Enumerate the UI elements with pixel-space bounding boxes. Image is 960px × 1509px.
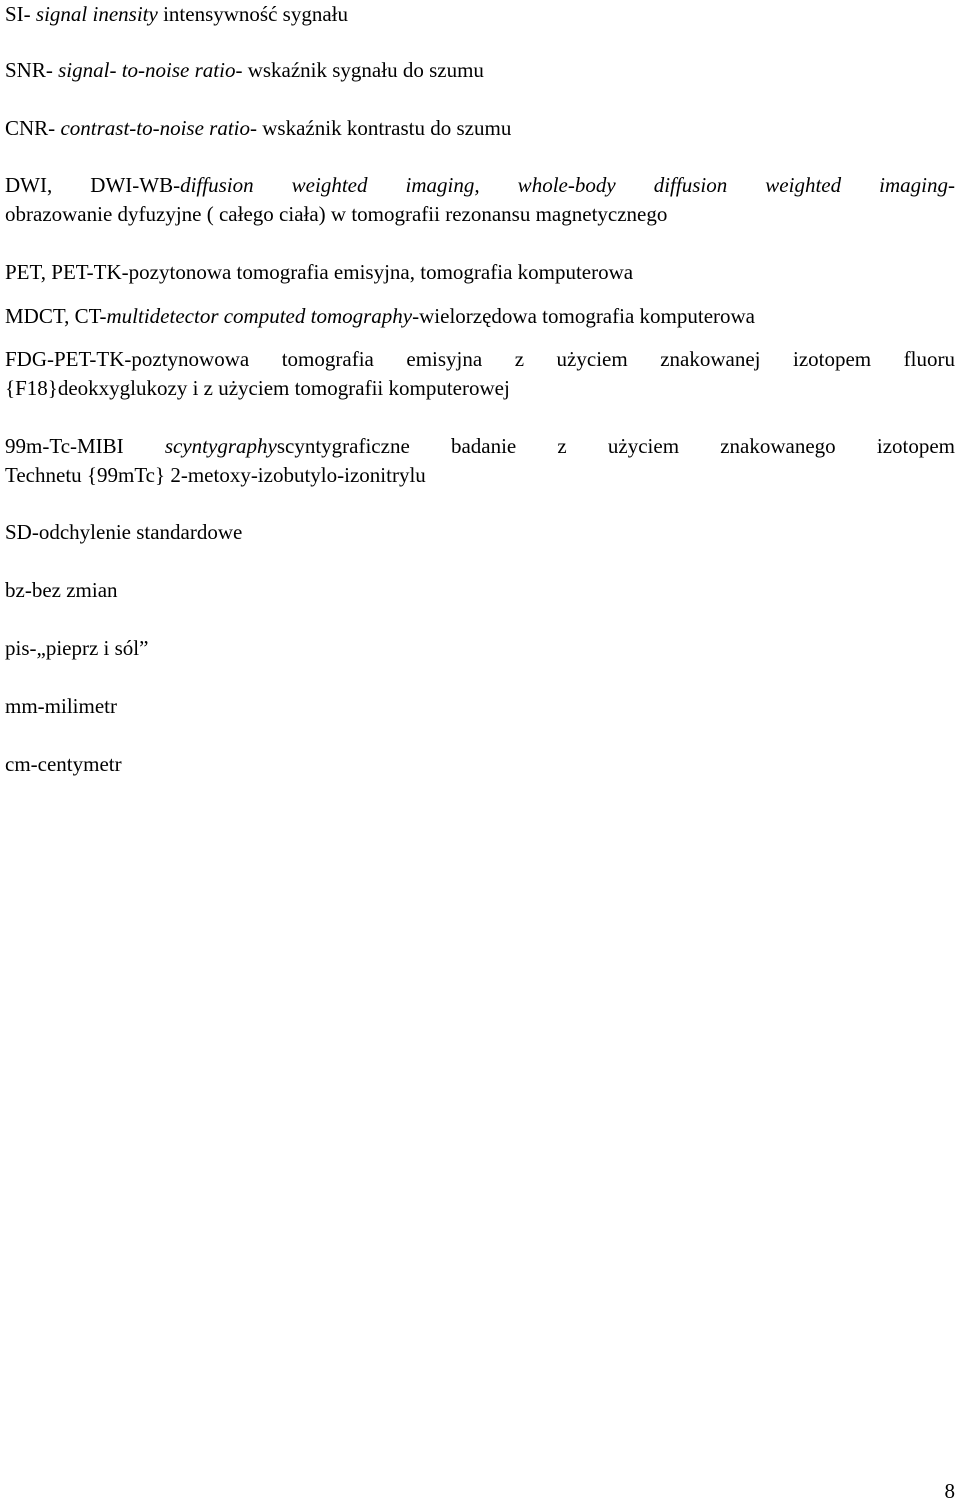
entry-sd [5, 518, 955, 547]
entry-cm [5, 750, 955, 779]
entry-fdg [5, 345, 955, 403]
term-pl-cnr: wskaźnik kontrastu do szumu [257, 116, 512, 140]
term-pl-si: intensywność sygnału [157, 2, 348, 26]
abbr-snr: SNR- [5, 58, 59, 82]
text-pis: pis-„pieprz i sól” [5, 636, 149, 660]
term-en-snr: signal- to-noise ratio- [58, 58, 243, 82]
text-pet: PET, PET-TK-pozytonowa tomografia emisyjna, tomografia komputerowa [5, 260, 634, 284]
entry-si [5, 0, 955, 29]
text-bz: bz-bez zmian [5, 578, 118, 602]
abbr-dwi: DWI, DWI-WB- [5, 173, 181, 197]
entry-mibi [5, 432, 955, 490]
page-number: 8 [944, 1479, 955, 1503]
term-en-mdct: multidetector computed tomography [106, 304, 413, 328]
abbr-cnr: CNR- [5, 116, 61, 140]
term-en-dwi: diffusion weighted imaging, whole-body diffusion weighted imaging- [180, 173, 955, 197]
term-en-cnr: contrast-to-noise ratio- [60, 116, 258, 140]
entry-mdct [5, 302, 955, 331]
entry-snr [5, 56, 955, 85]
term-pl-dwi: obrazowanie dyfuzyjne ( całego ciała) w tomografii rezonansu magnetycznego [5, 202, 668, 226]
abbr-mdct: MDCT, CT- [5, 304, 107, 328]
term-pl-mibi: scyntygraficzne badanie z użyciem znakowanego izotopem [276, 434, 956, 458]
entry-pet [5, 258, 955, 287]
entry-pis [5, 634, 955, 663]
entry-bz [5, 576, 955, 605]
entry-mibi-line1 [5, 432, 955, 461]
entry-dwi-line1 [5, 171, 955, 200]
term-en-si: signal inensity [35, 2, 158, 26]
term-pl-snr: wskaźnik sygnału do szumu [242, 58, 484, 82]
abbr-mibi: 99m-Tc-MIBI [5, 434, 165, 458]
text-mibi-line2: Technetu {99mTc} 2-metoxy-izobutylo-izonitrylu [5, 463, 426, 487]
text-sd: SD-odchylenie standardowe [5, 520, 243, 544]
entry-cnr [5, 114, 955, 143]
abbr-si: SI- [5, 2, 36, 26]
text-cm: cm-centymetr [5, 752, 122, 776]
term-en-mibi: scyntygraphy [164, 434, 277, 458]
text-fdg-line1: FDG-PET-TK-poztynowowa tomografia emisyjna z użyciem znakowanej izotopem fluoru [5, 347, 955, 371]
text-fdg-line2: {F18}deokxyglukozy i z użyciem tomografii komputerowej [5, 376, 510, 400]
term-pl-mdct: -wielorzędowa tomografia komputerowa [412, 304, 755, 328]
text-mm: mm-milimetr [5, 694, 117, 718]
entry-mm [5, 692, 955, 721]
entry-dwi [5, 171, 955, 229]
